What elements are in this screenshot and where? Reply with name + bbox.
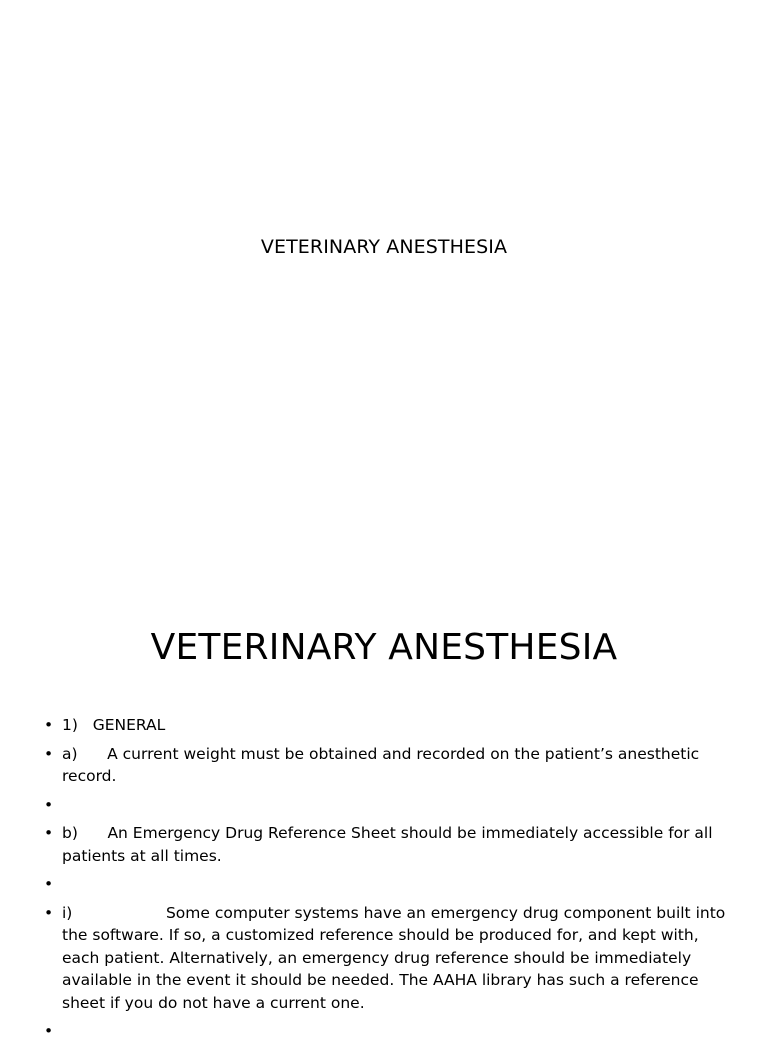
bullet-item-drug-reference xyxy=(44,822,734,867)
bullet-text: i) Some computer systems have an emergency drug component built into the software. If so, a customized reference should be produced for, and kept with, each patient. Alternatively, an emergency drug reference should be immediately available in the event it should be needed. The AAHA library has such a reference sheet if you do not have a current one. xyxy=(62,903,731,1012)
bullet-item-empty xyxy=(44,794,734,817)
bullet-item-computer-systems xyxy=(44,902,734,1015)
bullet-point-icon: • xyxy=(44,795,54,814)
bullet-point-icon: • xyxy=(44,903,54,922)
bullet-list xyxy=(44,714,734,1049)
bullet-item-empty xyxy=(44,873,734,896)
content-slide xyxy=(0,580,768,1040)
bullet-point-icon: • xyxy=(44,1022,54,1040)
content-slide-heading: VETERINARY ANESTHESIA xyxy=(150,627,618,668)
bullet-text: a) A current weight must be obtained and recorded on the patient’s anesthetic record. xyxy=(62,744,705,785)
bullet-point-icon: • xyxy=(44,744,54,763)
bullet-item-weight xyxy=(44,743,734,788)
bullet-item-empty xyxy=(44,1020,734,1043)
bullet-text: 1) GENERAL xyxy=(62,716,166,734)
bullet-point-icon: • xyxy=(44,824,54,842)
bullet-point-icon: • xyxy=(44,716,54,734)
title-slide-heading: VETERINARY ANESTHESIA xyxy=(260,236,508,258)
bullet-point-icon: • xyxy=(44,875,54,893)
bullet-item-general xyxy=(44,714,734,737)
bullet-text: b) An Emergency Drug Reference Sheet should be immediately accessible for all patients at all times. xyxy=(62,824,718,865)
